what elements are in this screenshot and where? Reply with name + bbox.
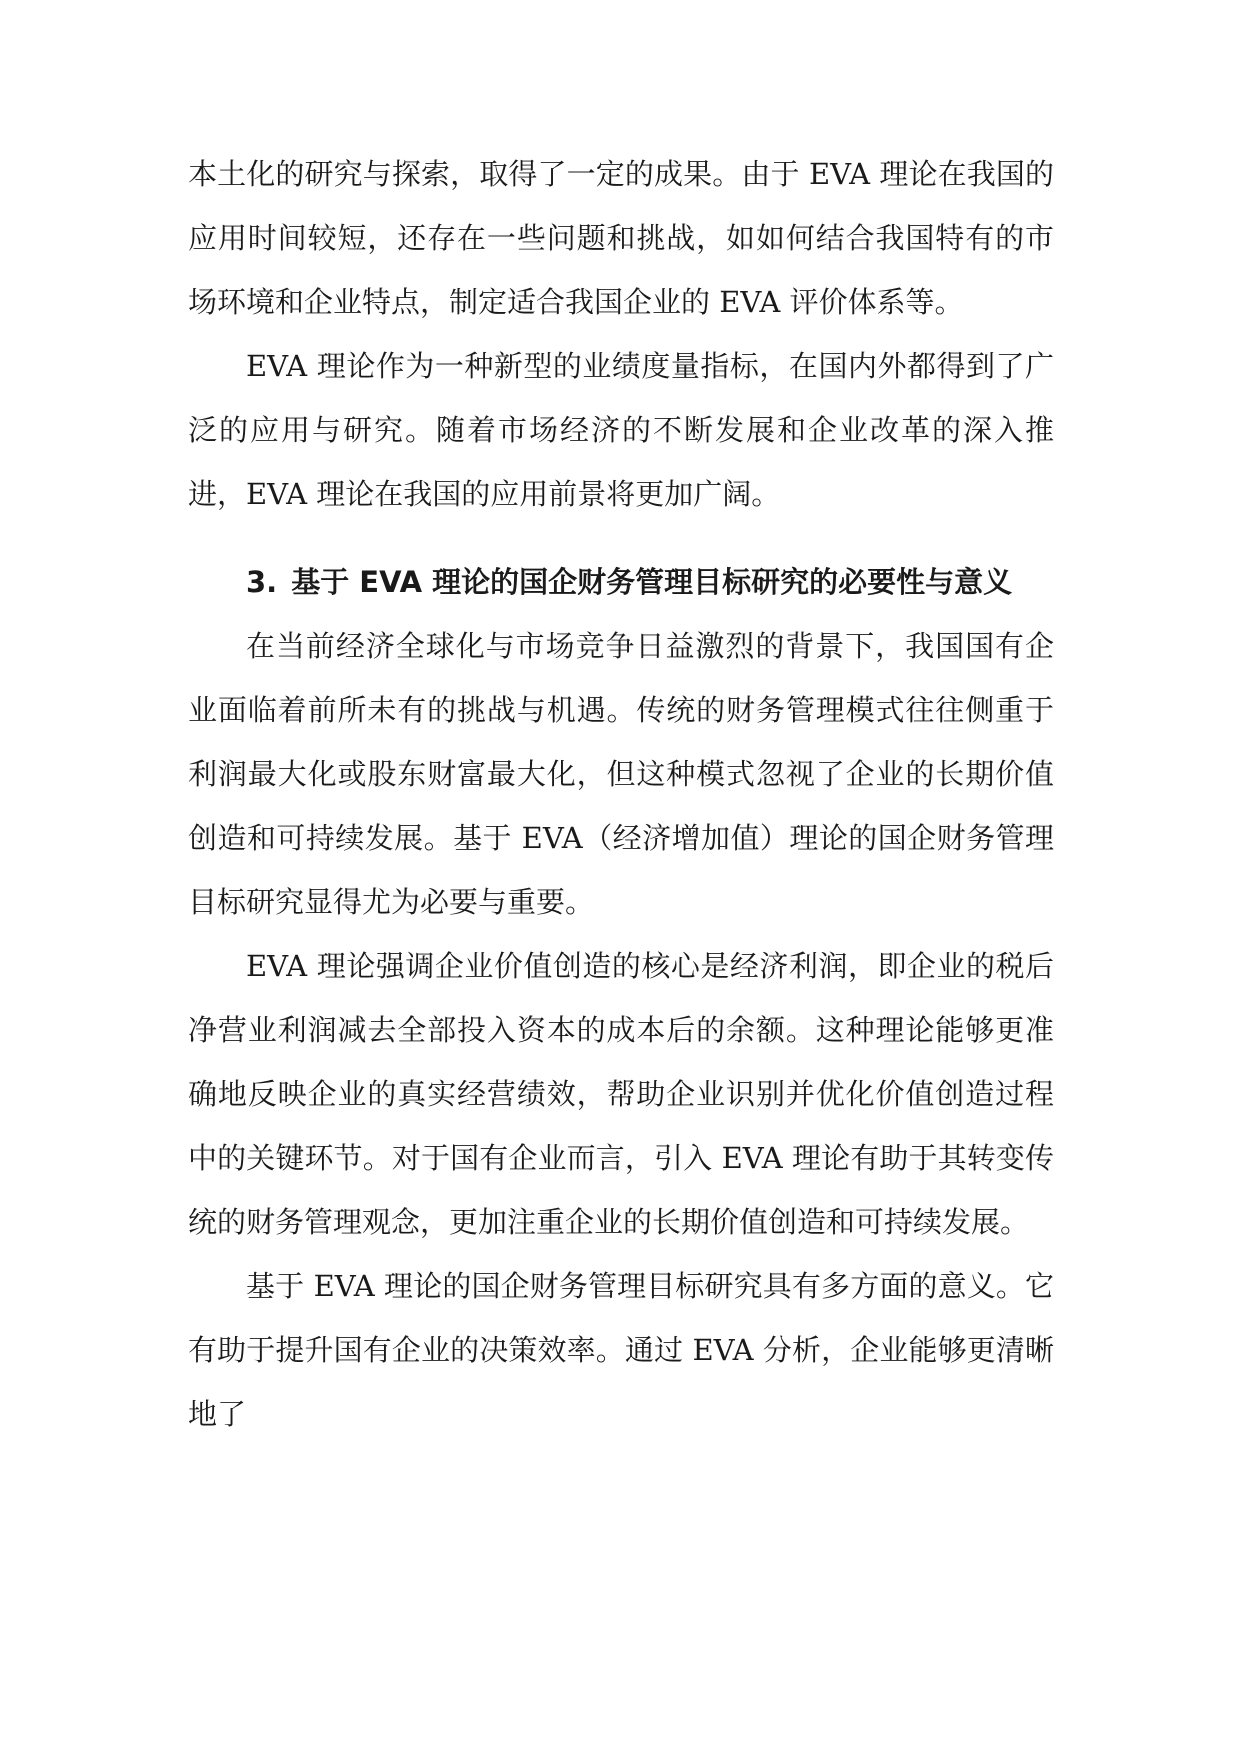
- document-body: [188, 142, 1054, 1446]
- paragraph: EVA 理论强调企业价值创造的核心是经济利润，即企业的税后净营业利润减去全部投入资本的成本后的余额。这种理论能够更准确地反映企业的真实经营绩效，帮助企业识别并优化价值创造过程中的关键环节。对于国有企业而言，引入 EVA 理论有助于其转变传统的财务管理观念，更加注重企业的长期价值创造和可持续发展。: [188, 949, 1054, 1239]
- section-number: 3.: [246, 565, 278, 599]
- section-heading: [188, 550, 1054, 614]
- paragraph: 在当前经济全球化与市场竞争日益激烈的背景下，我国国有企业面临着前所未有的挑战与机遇。传统的财务管理模式往往侧重于利润最大化或股东财富最大化，但这种模式忽视了企业的长期价值创造和可持续发展。基于 EVA（经济增加值）理论的国企财务管理目标研究显得尤为必要与重要。: [188, 629, 1054, 919]
- section-title: 基于 EVA 理论的国企财务管理目标研究的必要性与意义: [291, 565, 1013, 599]
- paragraph: 基于 EVA 理论的国企财务管理目标研究具有多方面的意义。它有助于提升国有企业的决策效率。通过 EVA 分析，企业能够更清晰地了: [188, 1269, 1054, 1431]
- paragraph: EVA 理论作为一种新型的业绩度量指标，在国内外都得到了广泛的应用与研究。随着市场经济的不断发展和企业改革的深入推进，EVA 理论在我国的应用前景将更加广阔。: [188, 349, 1054, 511]
- paragraph-continued: 本土化的研究与探索，取得了一定的成果。由于 EVA 理论在我国的应用时间较短，还存在一些问题和挑战，如如何结合我国特有的市场环境和企业特点，制定适合我国企业的 EVA 评价体系等。: [188, 157, 1054, 319]
